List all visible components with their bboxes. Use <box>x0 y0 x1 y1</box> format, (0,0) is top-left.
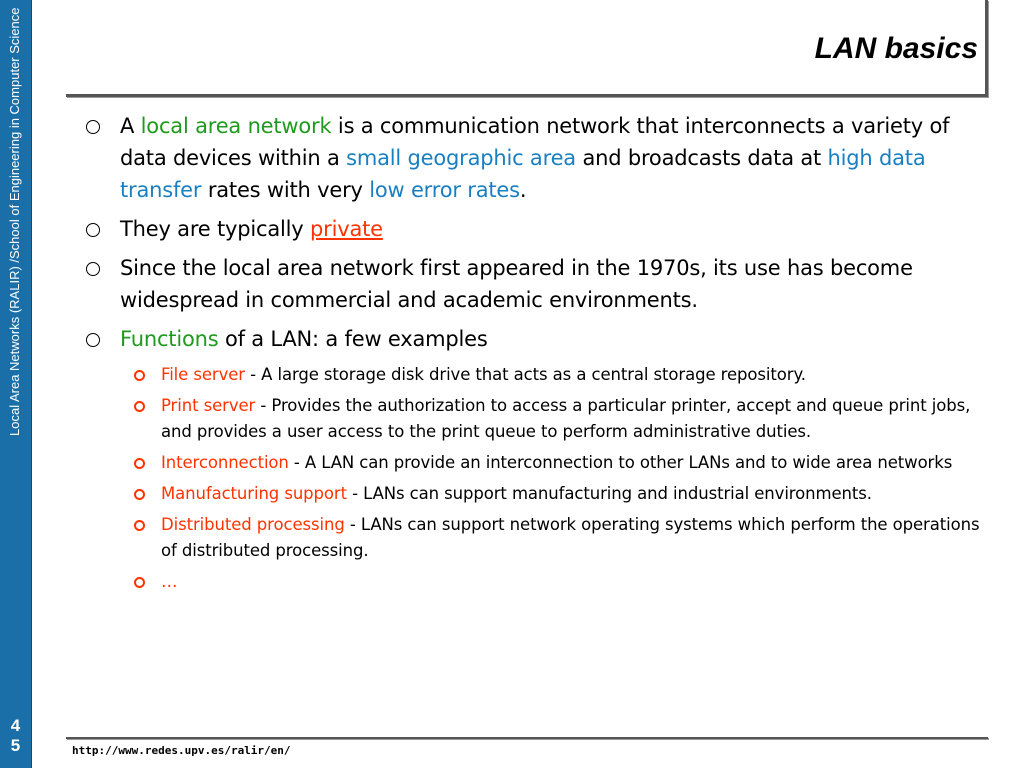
text: . <box>519 178 527 202</box>
highlight-low-error-rates: low error rates <box>369 178 520 202</box>
footer-rule <box>66 737 988 739</box>
function-description: - LANs can support manufacturing and industrial environments. <box>346 484 872 503</box>
function-name: Manufacturing support <box>161 484 347 503</box>
circle-bullet-icon <box>86 262 100 276</box>
function-name: Distributed processing <box>161 515 345 534</box>
text: rates with very <box>201 178 370 202</box>
function-description: - A LAN can provide an interconnection to other LANs and to wide area networks <box>288 453 953 472</box>
function-description: - LANs can support network operating systems which perform the operations of distributed processing. <box>161 515 980 560</box>
highlight-local-area-network: local area network <box>140 114 332 138</box>
text: Since the local area network first appeared in the 1970s, its use has become widespread in commercial and academic environments. <box>120 256 913 312</box>
function-name: … <box>161 572 178 591</box>
footer-url[interactable]: http://www.redes.upv.es/ralir/en/ <box>72 744 291 757</box>
ring-bullet-icon <box>134 489 145 500</box>
slide-number-bottom: 5 <box>10 736 21 755</box>
circle-bullet-icon <box>86 120 100 134</box>
circle-bullet-icon <box>86 223 100 237</box>
circle-bullet-icon <box>86 333 100 347</box>
list-item <box>126 393 981 445</box>
title-vertical-rule <box>985 0 988 97</box>
ring-bullet-icon <box>134 577 145 588</box>
bullet-history <box>86 252 981 316</box>
text: of a LAN: a few examples <box>218 327 488 351</box>
bullet-functions <box>86 323 981 355</box>
sidebar-course-title: Local Area Networks (RALIR) /School of Engineering in Computer Science <box>7 8 22 437</box>
sidebar <box>0 0 32 768</box>
highlight-functions: Functions <box>120 327 219 351</box>
title-rule <box>66 94 988 97</box>
slide-number-top: 4 <box>10 716 21 735</box>
function-name: Interconnection <box>161 453 289 472</box>
list-item <box>126 481 981 507</box>
function-description: - Provides the authorization to access a particular printer, accept and queue print jobs, and provides a user access to the print queue to perform administrative duties. <box>161 396 971 441</box>
highlight-high-data-transfer: high data transfer <box>120 146 926 202</box>
highlight-small-geographic-area: small geographic area <box>346 146 576 170</box>
list-item <box>126 450 981 476</box>
text: A <box>120 114 141 138</box>
ring-bullet-icon <box>134 370 145 381</box>
bullet-private <box>86 213 981 245</box>
function-name: File server <box>161 365 245 384</box>
ring-bullet-icon <box>134 458 145 469</box>
list-item <box>126 362 981 388</box>
slide-title: LAN basics <box>814 32 978 65</box>
text: and broadcasts data at <box>575 146 828 170</box>
function-name: Print server <box>161 396 256 415</box>
function-description: - A large storage disk drive that acts as a central storage repository. <box>245 365 806 384</box>
list-item <box>126 569 981 595</box>
slide-number <box>0 716 31 756</box>
bullet-lan-definition <box>86 110 981 206</box>
ring-bullet-icon <box>134 401 145 412</box>
slide-content <box>86 110 981 600</box>
highlight-private: private <box>310 217 383 241</box>
text: is a communication network that interconnects a variety of data devices within a <box>120 114 950 170</box>
ring-bullet-icon <box>134 520 145 531</box>
list-item <box>126 512 981 564</box>
text: They are typically <box>120 217 311 241</box>
functions-list <box>126 362 981 595</box>
